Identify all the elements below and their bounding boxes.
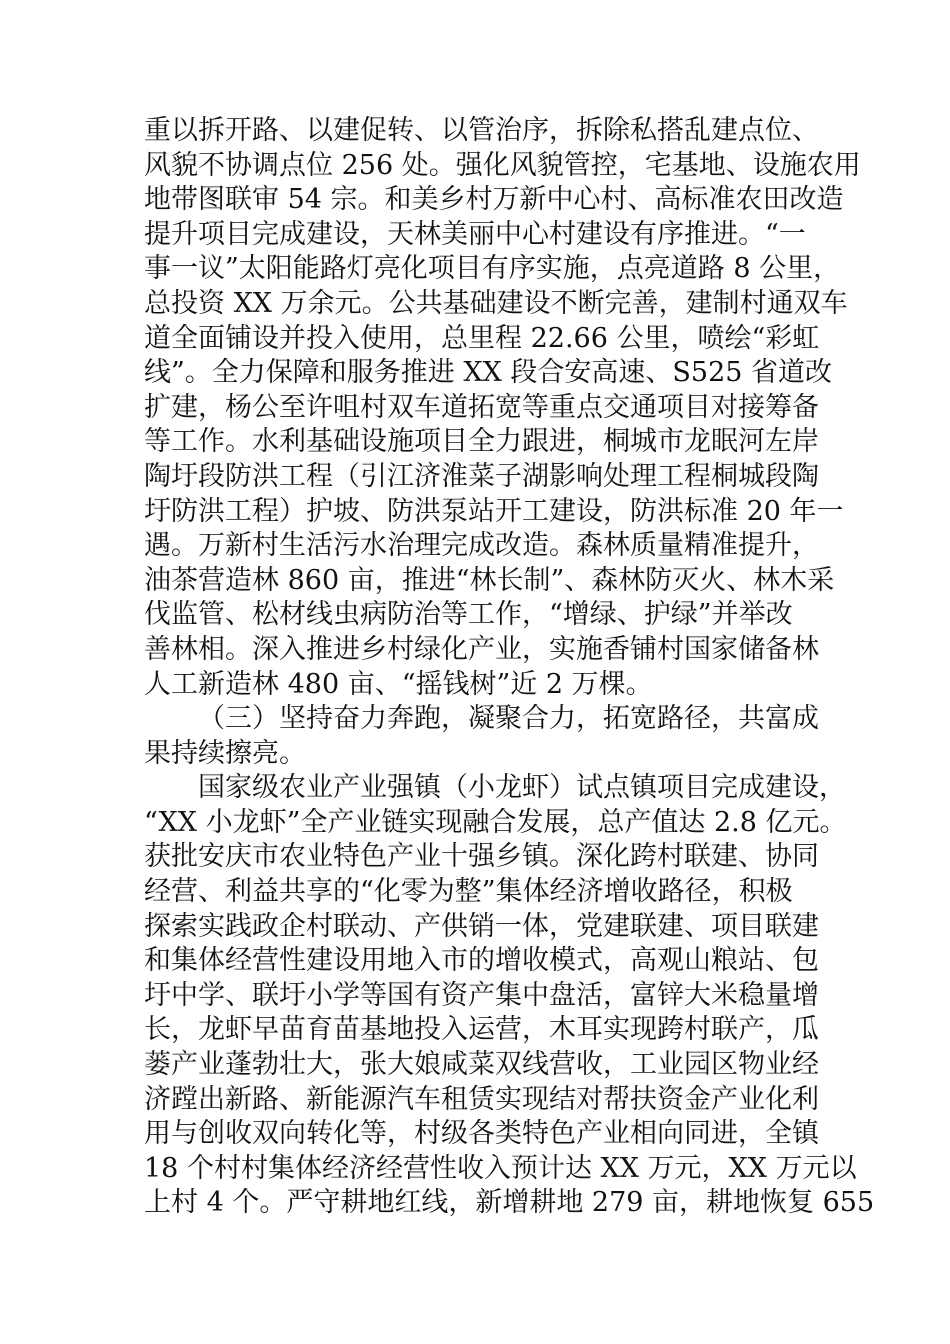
text-line: 伐监管、松材线虫病防治等工作，“增绿、护绿”并举改 (144, 599, 793, 631)
text-line: 重以拆开路、以建促转、以管治序，拆除私搭乱建点位、 (144, 115, 819, 146)
text-line: 事一议”太阳能路灯亮化项目有序实施，点亮道路 8 公里， (144, 253, 841, 285)
section-heading-line: （三）坚持奋力奔跑，凝聚合力，拓宽路径，共富成 (198, 703, 819, 735)
text-line: 国家级农业产业强镇（小龙虾）试点镇项目完成建设， (198, 772, 846, 804)
text-line: 经营、利益共享的“化零为整”集体经济增收路径，积极 (144, 876, 793, 908)
text-line: 地带图联审 54 宗。和美乡村万新中心村、高标准农田改造 (144, 184, 844, 216)
text-line: 用与创收双向转化等，村级各类特色产业相向同进，全镇 (144, 1118, 819, 1150)
text-line: 蒌产业蓬勃壮大，张大娘咸菜双线营收，工业园区物业经 (144, 1049, 819, 1081)
section-heading-line: 果持续擦亮。 (144, 737, 306, 769)
text-line: 扩建，杨公至许咀村双车道拓宽等重点交通项目对接筹备 (144, 391, 819, 423)
text-line: 陶圩段防洪工程（引江济淮菜子湖影响处理工程桐城段陶 (144, 460, 819, 492)
text-line: 线”。全力保障和服务推进 XX 段合安高速、S525 省道改 (144, 357, 833, 389)
text-line: 上村 4 个。严守耕地红线，新增耕地 279 亩，耕地恢复 655 (144, 1187, 875, 1219)
text-line: 人工新造林 480 亩、“摇钱树”近 2 万棵。 (144, 668, 653, 700)
text-line: 圩中学、联圩小学等国有资产集中盘活，富锌大米稳量增 (144, 979, 819, 1011)
text-line: 长，龙虾早苗育苗基地投入运营，木耳实现跨村联产，瓜 (144, 1014, 819, 1046)
text-line: 等工作。水利基础设施项目全力跟进，桐城市龙眠河左岸 (144, 426, 819, 458)
text-line: 总投资 XX 万余元。公共基础建设不断完善，建制村通双车 (144, 287, 848, 319)
text-line: 道全面铺设并投入使用，总里程 22.66 公里，喷绘“彩虹 (144, 322, 820, 354)
text-line: “XX 小龙虾”全产业链实现融合发展，总产值达 2.8 亿元。 (144, 806, 847, 838)
text-line: 遇。万新村生活污水治理完成改造。森林质量精准提升， (144, 530, 819, 562)
text-line: 18 个村村集体经济经营性收入预计达 XX 万元，XX 万元以 (144, 1152, 857, 1184)
body-text (144, 114, 875, 1221)
text-line: 油茶营造林 860 亩，推进“林长制”、森林防灭火、林木采 (144, 564, 835, 596)
text-line: 善林相。深入推进乡村绿化产业，实施香铺村国家储备林 (144, 633, 819, 665)
text-line: 风貌不协调点位 256 处。强化风貌管控，宅基地、设施农用 (144, 149, 861, 181)
text-line: 提升项目完成建设，天林美丽中心村建设有序推进。“一 (144, 218, 806, 250)
text-line: 和集体经营性建设用地入市的增收模式，高观山粮站、包 (144, 945, 819, 977)
text-line: 圩防洪工程）护坡、防洪泵站开工建设，防洪标准 20 年一 (144, 495, 844, 527)
text-line: 获批安庆市农业特色产业十强乡镇。深化跨村联建、协同 (144, 841, 819, 873)
text-line: 济蹚出新路、新能源汽车租赁实现结对帮扶资金产业化利 (144, 1083, 819, 1115)
text-line: 探索实践政企村联动、产供销一体，党建联建、项目联建 (144, 910, 819, 942)
